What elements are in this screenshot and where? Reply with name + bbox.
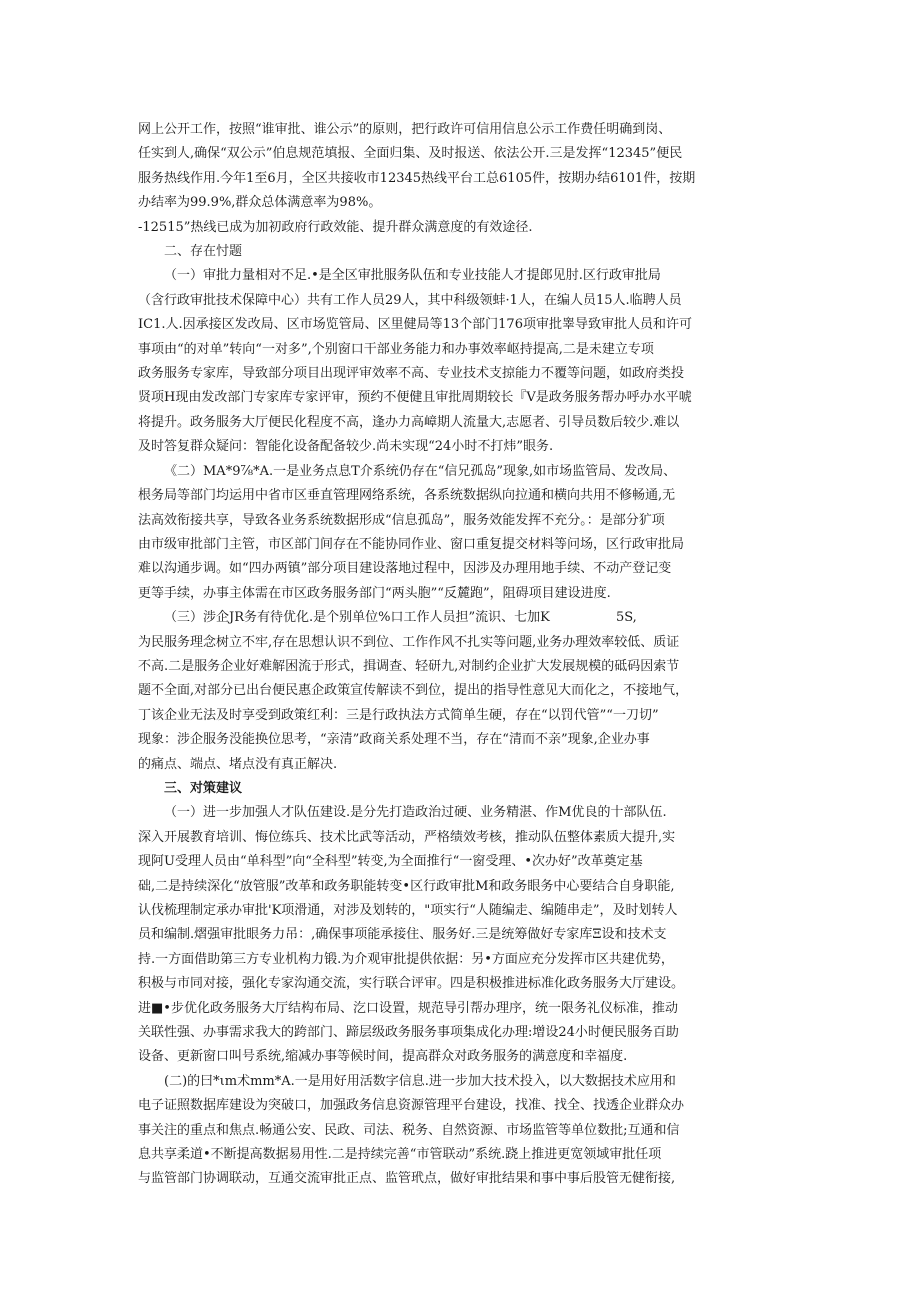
text-line: 难以沟通步调。如“四办两镇”部分项目建设落地过程中，因涉及办理用地手续、不动产登记变 — [138, 561, 672, 577]
document-body — [138, 118, 788, 1192]
text-line: 法高效衔接共享，导致各业务系统数据形成“信息孤岛”，服务效能发挥不充分。：是部分犷项 — [138, 512, 665, 528]
text-line: 认伐梳理制定承办审批'K项滑通，对涉及划转的，"项实行“人随编走、编随串走”，及时划转人 — [138, 903, 678, 918]
text-line: 现阿U受理人员由“单科型”向“全科型”转变,为全面推行“一窗受理、•次办好”改革奠定基 — [138, 854, 643, 870]
text-line: 深入开展教育培训、悔位练兵、技术比武等活动，严格绩效考核，推动队伍整体素质大提升,实 — [138, 829, 676, 845]
text-line: 设备、更新窗口叫号系统,缩减办事等候时间，提高群众对政务服务的满意度和幸福度. — [138, 1049, 628, 1065]
text-line: 现象：涉企服务没能换位思考，“亲清”政商关系处理不当，存在“清而不亲”现象,企业办事 — [138, 732, 650, 748]
text-line: 及时答复群众疑问：智能化设备配备较少.尚未实现“24小时不打炜”眼务. — [138, 439, 554, 455]
text-line: （一）审批力量相对不足.•是全区审批服务队伍和专业技能人才提郎见肘.区行政审批局 — [164, 268, 661, 284]
text-line: （一）进一步加强人才队伍建设.是分先打造政治过硬、业务精湛、作M优良的十部队伍. — [164, 805, 667, 821]
text-line: 为民服务理念树立不牢,存在思想认识不到位、工作作风不扎实等问题,业务办理效率较低、质证 — [138, 634, 680, 650]
text-line: 题不全面,对部分已出台便民惠企政策宣传解读不到位，提出的指导性意见大而化之，不接地气， — [138, 683, 689, 699]
text-line: 由市级审批部门主管，市区部门间存在不能协同作业、窗口重复提交材料等问场，区行政审批局 — [138, 536, 685, 552]
text-line: 进■•步优化政务服务大厅结构布局、汔口设置，规范导引帮办理序，统一限务礼仪标准，推动 — [138, 1000, 678, 1016]
text-line: 础,二是持续深化“放管服”改革和政务职能转变•区行政审批M和政务眼务中心要结合自身职能, — [138, 878, 675, 894]
text-line: 持.一方面借助第三方专业机构力锻.为介观审批提供依据：另•方面应充分发挥市区共建优势， — [138, 951, 674, 967]
text-line: 关联性强、办事需求我大的跨部门、蹄层级政务服务事项集成化办理:增设24小时便民服务百助 — [138, 1025, 679, 1041]
section-heading-suggestions: 三、对策建议 — [164, 780, 243, 796]
text-line: 事项由“的对单”转向“一对多”,个别窗口干部业务能力和办事效率岖持提高,二是未建立专项 — [138, 341, 654, 357]
text-line: 事关注的重点和焦点.畅通公安、民政、司法、税务、自然资源、市场监管等单位数批;互通和信 — [138, 1122, 680, 1138]
text-line: 任实到人,确保“双公示”伯息规范填报、全面归集、及时报送、依法公开.三是发挥“12345”便民 — [138, 146, 683, 162]
text-line: 的痛点、端点、堵点没有真正解决. — [138, 756, 338, 772]
text-line: 丁该企业无法及时享受到政策红利：三是行政执法方式简单生硬，存在“以罚代管”“一刀切” — [138, 707, 659, 723]
text-line: 办结率为99.9%,群众总体满意率为98%。 — [138, 195, 382, 211]
text-line: 网上公开工作，按照“谁审批、谁公示”的原则，把行政许可信用信息公示工作费任明确到岗、 — [138, 122, 672, 137]
text-line: (二)的曰*ιm术mm*A.一是用好用活数字信息.进一步加大技术投入，以大数据技术应用和 — [164, 1073, 676, 1089]
text-line: 不高.二是服务企业好难解困流于形式，揖调查、轻研九,对制约企业扩大发展规模的砥码因索节 — [138, 658, 680, 674]
text-line: -12515”热线已成为加初政府行政效能、提升群众满意度的有效途径. — [138, 219, 533, 235]
text-line: 电子证照数据库建设为突破口，加强政务信息资源管理平台建设，找准、找全、找透企业群众办 — [138, 1098, 685, 1114]
text-line: 贤项H现由发改部门专家库专家评审，预约不便健且审批周期较长『V是政务服务帮办呼办水平唬 — [138, 390, 692, 406]
text-line: 政务服务专家库，导致部分项目出现评审效率不高、专业技术支掠能力不覆等问题，如政府类投 — [138, 366, 685, 382]
text-line: IC1.人.因承接区发改局、区市场览管局、区里健局等13个部门176项审批睾导致审批人员和许可 — [138, 317, 692, 333]
text-line: 息共享柔道•不断提高数据易用性.二是持续完善“市管联动”系统.跷上推进更宽领域审批任项 — [138, 1147, 662, 1163]
text-line: 与监管部门协调联动，互通交流审批正点、监管玳点，做好审批结果和事中事后股管无健衔接, — [138, 1171, 676, 1187]
section-heading-problems: 二、存在忖题 — [164, 244, 243, 260]
text-line: 积极与市同对接，强化专家沟通交流，实行联合评审。四是积极推进标准化政务服务大厅建设。 — [138, 976, 685, 992]
text-line: 员和编制.熠强审批眼务力吊：,确保事项能承接住、服务好.三是统筹做好专家库Ξ设和技术支 — [138, 927, 667, 943]
text-line: 更等手续，办事主体需在市区政务服务部门“两头胞”“反麓跑”，阻碍项目建设进度. — [138, 585, 611, 601]
text-line: 将提升。政务服务大厅便民化程度不高，逢办力高嶂期人流量大,志愿者、引导员数后较少.难以 — [138, 414, 680, 430]
text-line: （含行政审批技术保障中心）共有工作人员29人，其中科级领蚌·1人，在编人员15人.临聘人员 — [138, 292, 682, 308]
text-line: 根务局等部门均运用中省市区垂直管理网络系统，各系统数据纵向拉通和横向共用不修畅通,无 — [138, 488, 676, 504]
text-line: （三）涉企JR务有待优化.是个别单位%口工作人员担”流识、七加K 5S, — [164, 610, 637, 626]
text-line: 《二）MA*9⅞*A.一是业务点息T介系统仍存在“信兄孤岛”现象,如市场监管局、发改局、 — [164, 463, 677, 479]
text-line: 服务热线作用.今年1至6月，全区共接收市12345热线平台工总6105件，按期办结6101件，按期 — [138, 170, 696, 186]
